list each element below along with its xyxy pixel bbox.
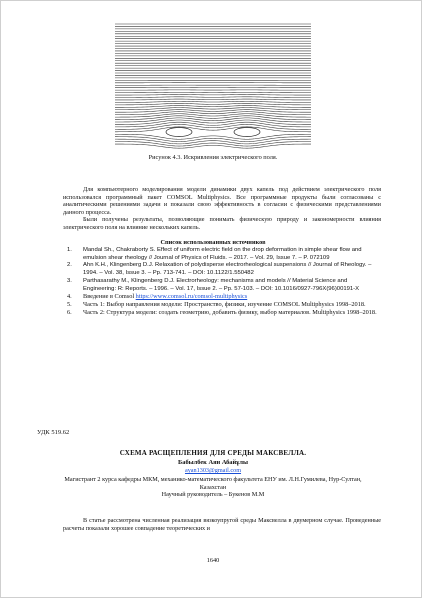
udk-code: УДК 519.62 — [37, 429, 70, 436]
body-paragraph: Были получены результаты, позволяющие понимать физическую природу и закономерности влияния электрического поля на влияние нескольких капель. — [63, 216, 381, 231]
reference-item: 4. Введение в Comsol https://www.comsol.ru/comsol-multiphysics — [67, 293, 248, 301]
reference-item: 3. Parthasarathy M., Klingenberg D.J. Electrorheology: mechanisms and models // Material Science and Engineering: R: Reports. – 1996. – Vol. 17, Issue 2. – Pp. 57-103. – DOI: 10.1016/0927-796X(96)00191-X — [67, 277, 360, 292]
electric-field-figure — [115, 21, 311, 149]
field-line — [115, 101, 311, 102]
reference-item: 6. Часть 2: Структура модели: создать геометрию, добавить физику, выбор материалов. Multiphysics 1998–2018. — [67, 308, 377, 316]
author-email-link[interactable]: ayan1303@gmail.com — [184, 467, 242, 474]
field-line — [115, 103, 311, 104]
field-line — [115, 97, 311, 98]
article-title: СХЕМА РАСЩЕПЛЕНИЯ ДЛЯ СРЕДЫ МАКСВЕЛЛА. — [119, 449, 307, 457]
field-line — [115, 108, 311, 110]
reference-item: 5. Часть 1: Выбор направления модели: Пространство, физики, изучение COMSOL Multiphysics 1998–2018. — [67, 300, 366, 308]
page-number: 1640 — [206, 557, 220, 564]
field-line — [115, 112, 311, 115]
reference-link[interactable]: https://www.comsol.ru/comsol-multiphysics — [135, 293, 248, 301]
drop-shape — [234, 128, 260, 137]
figure-caption: Рисунок 4.3. Искривления электрического поля. — [148, 154, 278, 161]
field-line — [115, 106, 311, 108]
drop-shape — [166, 128, 192, 137]
reference-item: 1. Mandal Sh., Chakraborty S. Effect of uniform electric field on the drop deformation in simple shear flow and emulsion shear rheology // Journal of Physics of Fluids. – 2017. – Vol. 29, Issue 7. – P. 072109 — [67, 247, 362, 261]
affiliation-text: Магистрант 2 курса кафедры МКМ, механико-математического факультета ЕНУ им. Л.Н.Гумилева, Нур-Султан, Казахстан — [64, 476, 362, 491]
supervisor-text: Научный руководитель – Букенов М.М — [161, 491, 265, 499]
references-heading: Список использованных источников — [160, 239, 266, 246]
reference-item: 2. Ahn K.H., Klingenberg D.J. Relaxation of polydisperse electrorheological suspensions // Journal of Rheology. – 1994. – Vol. 38, Issue 3. – Pp. 713-741. – DOI: 10.1122/1.550482 — [67, 262, 372, 277]
field-line — [115, 95, 311, 96]
field-line — [115, 144, 311, 148]
article-intro: В статье рассмотрена численная реализация вязкоупругой среды Максвелла в двумерном случае. Проведенные расчеты показали хорошее совпадение теоретических и — [63, 517, 381, 532]
article-author: Бабылбек Аян Абайұлы — [178, 459, 248, 466]
field-line — [115, 110, 311, 113]
author-affiliation — [63, 476, 363, 499]
field-line — [115, 99, 311, 100]
body-paragraph: Для компьютерного моделирования модели динамики двух капель под действием электрического поля использовался программный пакет COMSOL Multiphysics. Все программные продукты были согласованы с аналитическими решениями задачи и показали свою эффективность в согласии с физическими представлениями данного процесса. — [63, 186, 381, 216]
references-list — [63, 247, 381, 316]
